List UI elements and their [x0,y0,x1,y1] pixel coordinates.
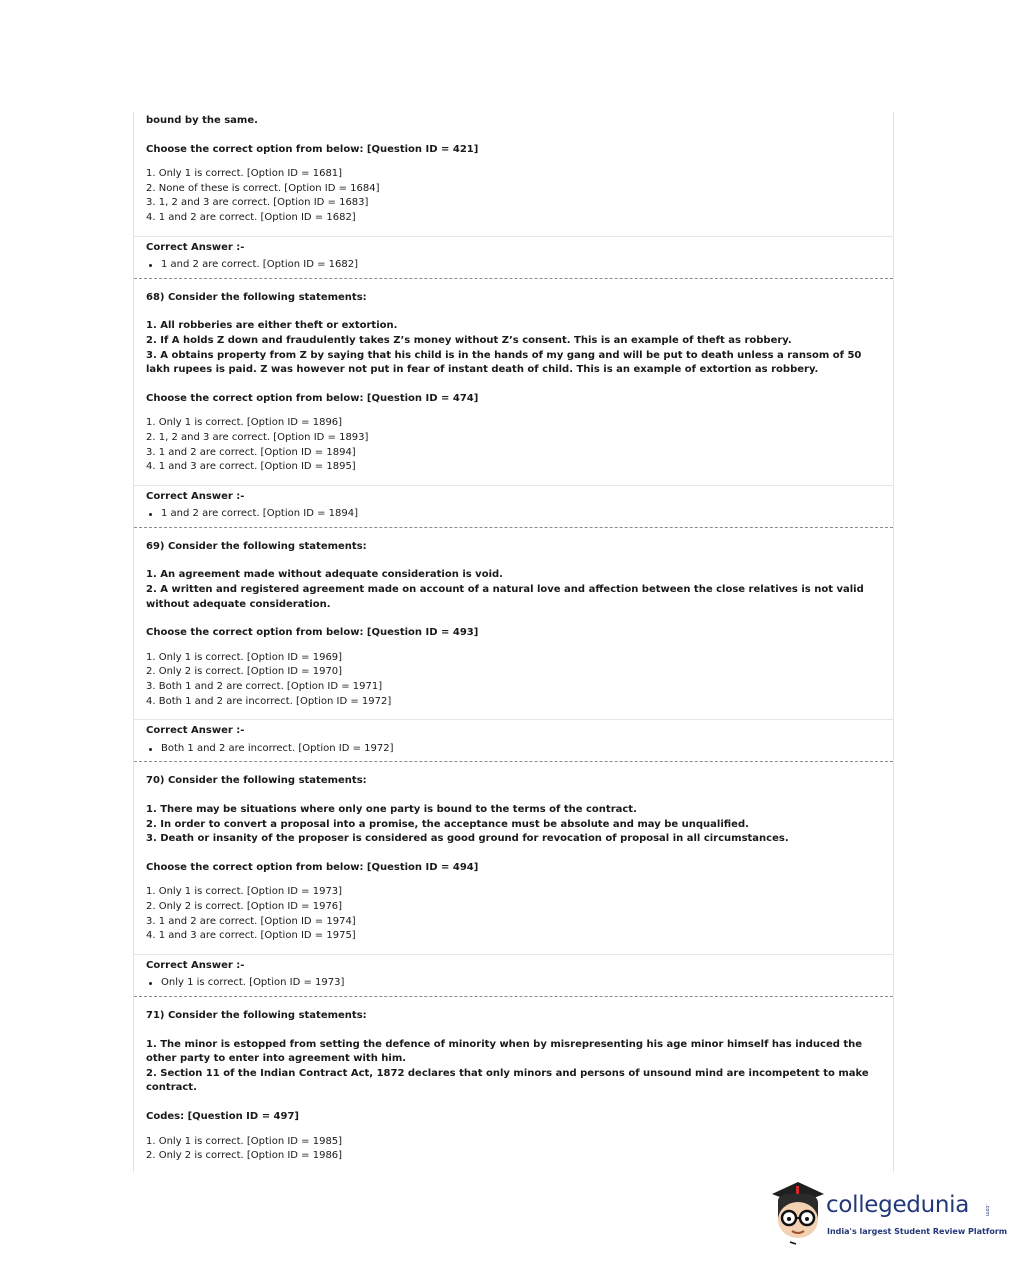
answer-block [134,720,893,761]
answer-block [134,486,893,527]
statement-item: 1. There may be situations where only one party is bound to the terms of the contract. [146,804,637,815]
question-continuation [134,112,893,226]
answer-text: Both 1 and 2 are incorrect. [Option ID = 1972] [161,742,394,754]
option-item: 4. 1 and 2 are correct. [Option ID = 1682] [146,211,356,223]
option-item: 1. Only 1 is correct. [Option ID = 1896] [146,417,343,429]
option-item: 2. Only 2 is correct. [Option ID = 1976] [146,900,343,912]
statement-list [146,1038,881,1096]
option-item: 3. Both 1 and 2 are correct. [Option ID = 1971] [146,681,383,693]
answer-label: Correct Answer :- [146,241,245,253]
option-item: 2. Only 2 is correct. [Option ID = 1986] [146,1150,343,1162]
question-block [134,528,893,709]
brand-suffix: .com [984,1204,990,1217]
mascot-icon [768,1178,828,1248]
question-prompt: Choose the correct option from below: [Question ID = 493] [146,627,479,639]
question-block [134,997,893,1164]
option-item: 2. None of these is correct. [Option ID = 1684] [146,182,380,194]
answer-text: 1 and 2 are correct. [Option ID = 1682] [161,259,358,271]
statement-item: 2. In order to convert a proposal into a promise, the acceptance must be absolute and may be unqualified. [146,818,749,830]
question-heading: 70) Consider the following statements: [146,775,367,787]
collegedunia-logo [768,1178,1008,1248]
exam-page [133,112,894,1172]
option-item: 3. 1, 2 and 3 are correct. [Option ID = 1683] [146,197,369,209]
statement-item: 1. The minor is estopped from setting the defence of minority when by misrepresenting his age minor himself has induced the other party to enter into agreement with him. [146,1038,863,1065]
statement-item: 3. Death or insanity of the proposer is considered as good ground for revocation of proposal in all circumstances. [146,833,789,845]
option-list [146,651,881,709]
question-prompt: Choose the correct option from below: [Question ID = 474] [146,392,479,404]
statement-item: 1. All robberies are either theft or extortion. [146,320,398,332]
statement-item: 2. If A holds Z down and fraudulently takes Z’s money without Z’s consent. This is an example of theft as robbery. [146,334,792,346]
option-item: 3. 1 and 2 are correct. [Option ID = 1974] [146,915,356,927]
statement-list [146,803,881,847]
statement-list [146,319,881,377]
statement-tail: bound by the same. [146,115,258,126]
answer-block [134,955,893,996]
statement-item: 2. A written and registered agreement made on account of a natural love and affection between the close relatives is not valid without adequate consideration. [146,584,864,610]
question-prompt: Codes: [Question ID = 497] [146,1110,299,1122]
question-heading: 68) Consider the following statements: [146,291,367,303]
answer-label: Correct Answer :- [146,490,245,502]
question-prompt: Choose the correct option from below: [Question ID = 494] [146,861,479,873]
option-item: 2. 1, 2 and 3 are correct. [Option ID = 1893] [146,431,369,443]
option-item: 1. Only 1 is correct. [Option ID = 1681] [146,168,343,180]
answer-label: Correct Answer :- [146,959,245,971]
option-item: 4. 1 and 3 are correct. [Option ID = 1895] [146,461,356,473]
question-block [134,279,893,475]
statement-item: 2. Section 11 of the Indian Contract Act, 1872 declares that only minors and persons of unsound mind are incompetent to make contract. [146,1067,869,1094]
answer-item [146,258,881,273]
bullet-icon [149,513,152,516]
option-list [146,416,881,474]
answer-block [134,237,893,278]
answer-item [146,976,881,991]
question-heading: 71) Consider the following statements: [146,1009,367,1021]
question-block [134,762,893,943]
question-prompt: Choose the correct option from below: [Question ID = 421] [146,143,479,155]
option-item: 4. Both 1 and 2 are incorrect. [Option ID = 1972] [146,695,392,707]
option-list [146,885,881,943]
question-heading: 69) Consider the following statements: [146,540,367,552]
option-item: 1. Only 1 is correct. [Option ID = 1973] [146,886,343,898]
option-list [146,1135,881,1164]
bullet-icon [149,748,152,751]
brand-tagline: India's largest Student Review Platform [827,1227,1008,1236]
option-item: 4. 1 and 3 are correct. [Option ID = 1975] [146,930,356,942]
statement-list [146,568,881,612]
bullet-icon [149,264,152,267]
answer-item [146,742,881,757]
option-item: 2. Only 2 is correct. [Option ID = 1970] [146,666,343,678]
option-item: 1. Only 1 is correct. [Option ID = 1985] [146,1135,343,1147]
brand-name: collegedunia [826,1192,970,1218]
option-item: 3. 1 and 2 are correct. [Option ID = 1894] [146,446,356,458]
option-item: 1. Only 1 is correct. [Option ID = 1969] [146,651,343,663]
answer-text: Only 1 is correct. [Option ID = 1973] [161,977,345,989]
answer-label: Correct Answer :- [146,725,245,737]
option-list [146,167,881,225]
statement-item: 3. A obtains property from Z by saying that his child is in the hands of my gang and will be put to death unless a ransom of 50 lakh rupees is paid. Z was however not put in fear of instant death of child. This is an example of extortion as robbery. [146,349,862,376]
answer-text: 1 and 2 are correct. [Option ID = 1894] [161,508,358,520]
answer-item [146,507,881,522]
bullet-icon [149,982,152,985]
statement-item: 1. An agreement made without adequate consideration is void. [146,569,503,581]
